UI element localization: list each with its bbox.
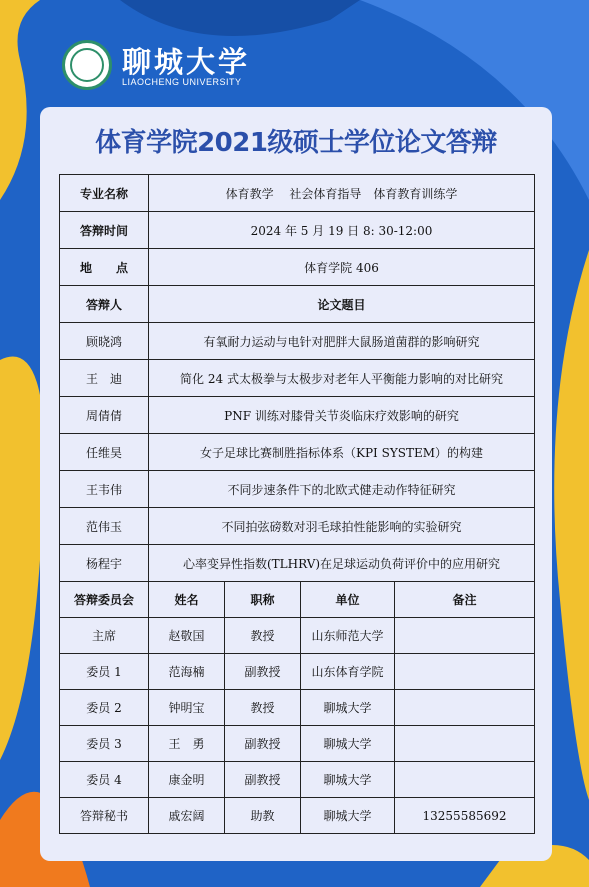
student-name: 王 迪 xyxy=(60,360,149,397)
committee-member-title: 教授 xyxy=(225,690,301,726)
major-value: 体育教学 社会体育指导 体育教育训练学 xyxy=(149,175,535,212)
committee-member-title: 教授 xyxy=(225,618,301,654)
thesis-col-topic: 论文题目 xyxy=(149,286,535,323)
student-name: 王韦伟 xyxy=(60,471,149,508)
student-name: 任维昊 xyxy=(60,434,149,471)
committee-name-header: 姓名 xyxy=(149,582,225,618)
student-name: 范伟玉 xyxy=(60,508,149,545)
thesis-row xyxy=(60,434,535,471)
committee-row xyxy=(60,762,535,798)
thesis-topic: 有氧耐力运动与电针对肥胖大鼠肠道菌群的影响研究 xyxy=(149,323,535,360)
committee-header-row xyxy=(60,582,535,618)
committee-member-unit: 聊城大学 xyxy=(301,690,395,726)
committee-role-header: 答辩委员会 xyxy=(60,582,149,618)
committee-member-unit: 山东体育学院 xyxy=(301,654,395,690)
thesis-row xyxy=(60,508,535,545)
committee-role: 答辩秘书 xyxy=(60,798,149,834)
university-english-name: LIAOCHENG UNIVERSITY xyxy=(122,77,242,87)
committee-row xyxy=(60,726,535,762)
thesis-row xyxy=(60,360,535,397)
committee-role: 委员 1 xyxy=(60,654,149,690)
thesis-col-person: 答辩人 xyxy=(60,286,149,323)
committee-member-unit: 聊城大学 xyxy=(301,762,395,798)
committee-role: 委员 2 xyxy=(60,690,149,726)
defense-table xyxy=(59,174,535,834)
committee-member-title: 助教 xyxy=(225,798,301,834)
student-name: 杨程宇 xyxy=(60,545,149,582)
place-row xyxy=(60,249,535,286)
committee-member-note: 13255585692 xyxy=(395,798,535,834)
place-label: 地 点 xyxy=(60,249,149,286)
committee-member-name: 范海楠 xyxy=(149,654,225,690)
thesis-row xyxy=(60,545,535,582)
committee-member-name: 钟明宝 xyxy=(149,690,225,726)
committee-member-unit: 聊城大学 xyxy=(301,726,395,762)
committee-member-name: 戚宏阔 xyxy=(149,798,225,834)
page-title: 体育学院2021级硕士学位论文答辩 xyxy=(95,128,497,158)
committee-role: 委员 3 xyxy=(60,726,149,762)
committee-member-name: 赵敬国 xyxy=(149,618,225,654)
committee-member-title: 副教授 xyxy=(225,726,301,762)
major-label: 专业名称 xyxy=(60,175,149,212)
time-row xyxy=(60,212,535,249)
thesis-topic: 简化 24 式太极拳与太极步对老年人平衡能力影响的对比研究 xyxy=(149,360,535,397)
time-value: 2024 年 5 月 19 日 8: 30-12:00 xyxy=(149,212,535,249)
university-name: 聊城大学 xyxy=(122,45,251,79)
committee-title-header: 职称 xyxy=(225,582,301,618)
student-name: 顾晓鸿 xyxy=(60,323,149,360)
committee-member-note xyxy=(395,726,535,762)
committee-row xyxy=(60,798,535,834)
committee-role: 主席 xyxy=(60,618,149,654)
committee-member-note xyxy=(395,654,535,690)
committee-member-note xyxy=(395,618,535,654)
thesis-row xyxy=(60,397,535,434)
thesis-topic: PNF 训练对膝骨关节炎临床疗效影响的研究 xyxy=(149,397,535,434)
committee-member-unit: 山东师范大学 xyxy=(301,618,395,654)
committee-row xyxy=(60,690,535,726)
university-logo xyxy=(62,40,112,90)
time-label: 答辩时间 xyxy=(60,212,149,249)
thesis-topic: 不同拍弦磅数对羽毛球拍性能影响的实验研究 xyxy=(149,508,535,545)
committee-member-name: 康金明 xyxy=(149,762,225,798)
committee-row xyxy=(60,618,535,654)
thesis-topic: 心率变异性指数(TLHRV)在足球运动负荷评价中的应用研究 xyxy=(149,545,535,582)
committee-member-title: 副教授 xyxy=(225,654,301,690)
committee-row xyxy=(60,654,535,690)
committee-member-name: 王 勇 xyxy=(149,726,225,762)
committee-role: 委员 4 xyxy=(60,762,149,798)
committee-unit-header: 单位 xyxy=(301,582,395,618)
committee-member-note xyxy=(395,762,535,798)
thesis-topic: 女子足球比赛制胜指标体系（KPI SYSTEM）的构建 xyxy=(149,434,535,471)
committee-note-header: 备注 xyxy=(395,582,535,618)
student-name: 周倩倩 xyxy=(60,397,149,434)
committee-member-title: 副教授 xyxy=(225,762,301,798)
thesis-row xyxy=(60,471,535,508)
place-value: 体育学院 406 xyxy=(149,249,535,286)
committee-member-note xyxy=(395,690,535,726)
thesis-topic: 不同步速条件下的北欧式健走动作特征研究 xyxy=(149,471,535,508)
major-row xyxy=(60,175,535,212)
thesis-header-row xyxy=(60,286,535,323)
committee-member-unit: 聊城大学 xyxy=(301,798,395,834)
thesis-row xyxy=(60,323,535,360)
